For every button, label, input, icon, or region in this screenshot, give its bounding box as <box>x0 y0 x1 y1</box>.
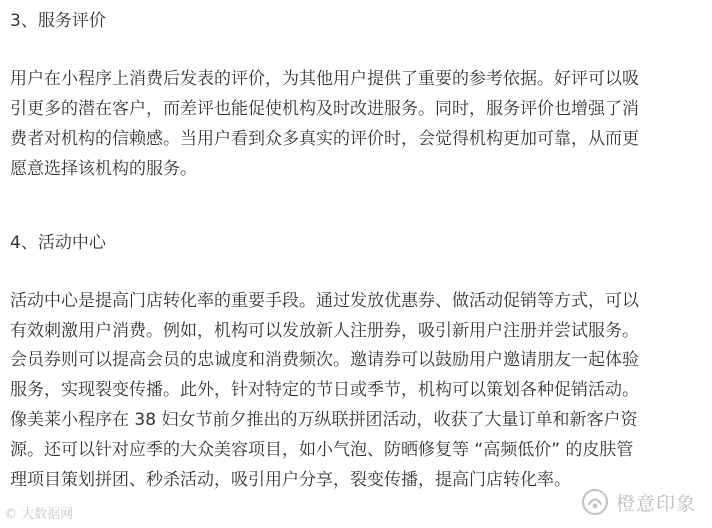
watermark-source: © 大数据网 <box>4 507 74 522</box>
paragraph-line: 会员券则可以提高会员的忠诚度和消费频次。邀请券可以鼓励用户邀请朋友一起体验 <box>10 350 639 370</box>
watermark-brand <box>580 484 696 520</box>
paragraph-line: 用户在小程序上消费后发表的评价，为其他用户提供了重要的参考依据。好评可以吸 <box>10 69 639 89</box>
paragraph-line: 有效刺激用户消费。例如，机构可以发放新人注册券，吸引新用户注册并尝试服务。 <box>10 321 639 341</box>
brand-logo-icon <box>580 487 610 517</box>
watermark-brand-text: 橙意印象 <box>616 492 697 515</box>
paragraph-line: 服务，实现裂变传播。此外，针对特定的节日或季节，机构可以策划各种促销活动。 <box>10 380 639 400</box>
paragraph-line: 像美莱小程序在 38 妇女节前夕推出的万纵联拼团活动，收获了大量订单和新客户资 <box>10 410 638 430</box>
paragraph-line: 费者对机构的信赖感。当用户看到众多真实的评价时，会觉得机构更加可靠，从而更 <box>10 129 639 149</box>
section-heading-activity-center: 4、活动中心 <box>10 233 106 253</box>
paragraph-line: 引更多的潜在客户，而差评也能促使机构及时改进服务。同时，服务评价也增强了消 <box>10 99 639 119</box>
section-heading-service-review: 3、服务评价 <box>10 11 106 31</box>
paragraph-line: 理项目策划拼团、秒杀活动，吸引用户分享，裂变传播，提高门店转化率。 <box>10 470 571 490</box>
paragraph-line: 活动中心是提高门店转化率的重要手段。通过发放优惠券、做活动促销等方式，可以 <box>10 291 639 311</box>
paragraph-line: 源。还可以针对应季的大众美容项目，如小气泡、防晒修复等 “高频低价” 的皮肤管 <box>10 440 634 460</box>
paragraph-line: 愿意选择该机构的服务。 <box>10 159 197 179</box>
